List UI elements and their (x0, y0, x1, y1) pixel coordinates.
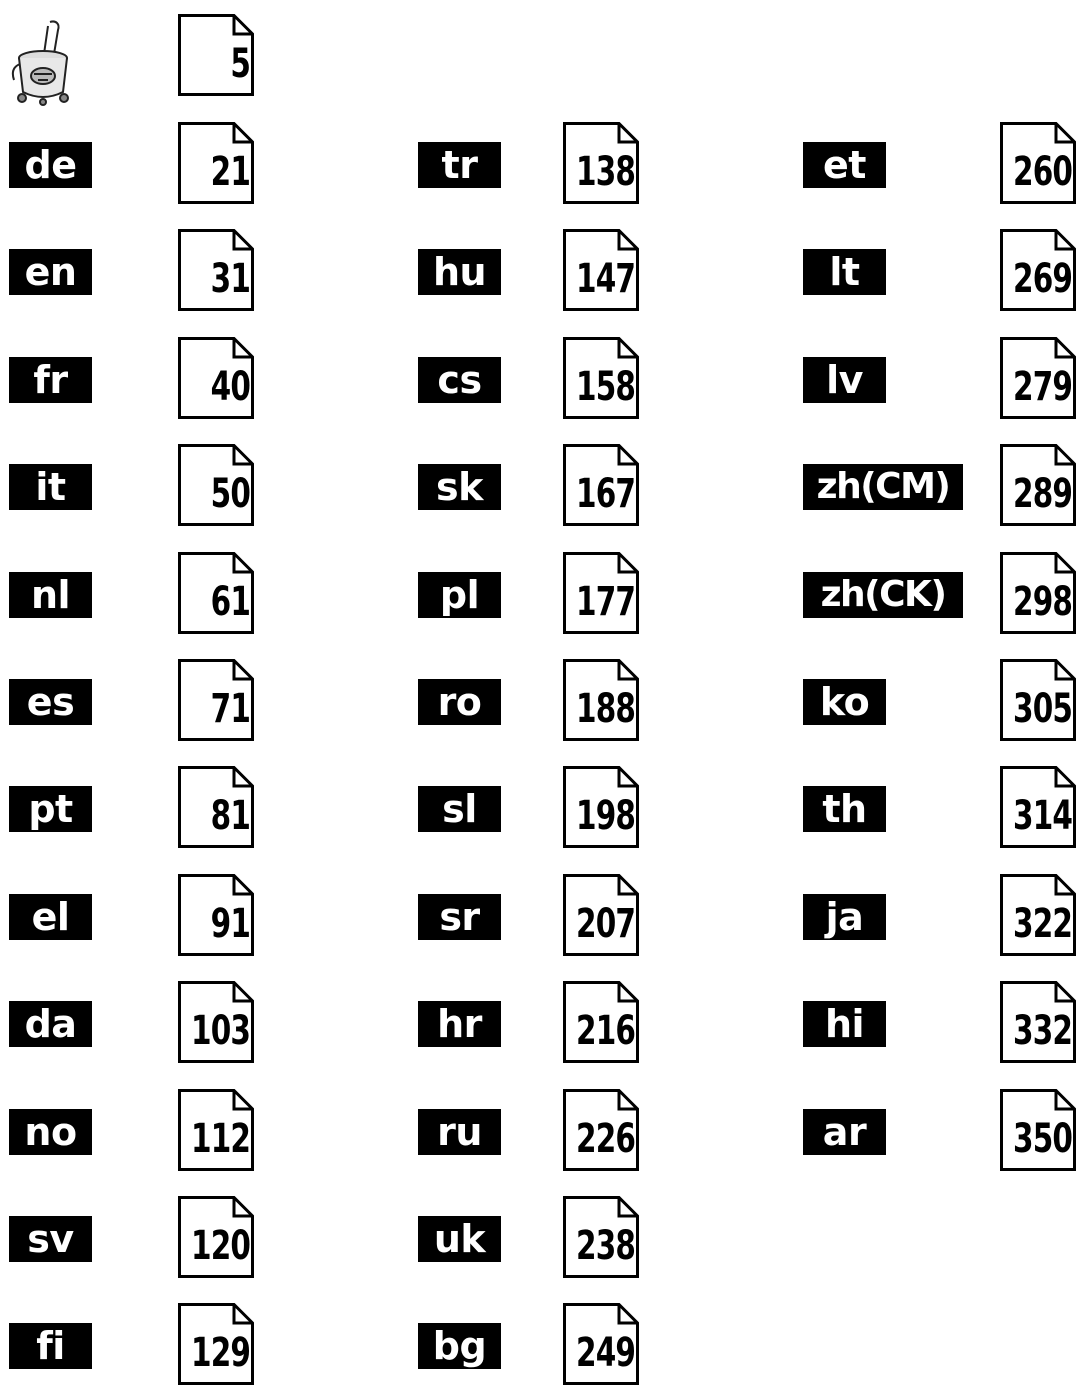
language-code-hu[interactable]: hu (418, 249, 501, 295)
page-reference[interactable] (563, 1196, 639, 1278)
page-reference[interactable] (178, 659, 254, 741)
language-code-it[interactable]: it (9, 464, 92, 510)
page-reference[interactable] (1000, 766, 1076, 848)
page-reference[interactable] (178, 229, 254, 311)
language-code-tr[interactable]: tr (418, 142, 501, 188)
page-reference[interactable] (563, 766, 639, 848)
page-number: 177 (575, 579, 635, 625)
page-reference[interactable] (563, 981, 639, 1063)
page-reference[interactable] (178, 122, 254, 204)
language-code-et[interactable]: et (803, 142, 886, 188)
language-code-sv[interactable]: sv (9, 1216, 92, 1262)
page-reference[interactable] (563, 1089, 639, 1171)
language-code-no[interactable]: no (9, 1109, 92, 1155)
language-code-de[interactable]: de (9, 142, 92, 188)
language-code-nl[interactable]: nl (9, 572, 92, 618)
language-code-sk[interactable]: sk (418, 464, 501, 510)
page-number: 198 (575, 793, 635, 839)
page-reference[interactable] (563, 1303, 639, 1385)
vacuum-cleaner-icon (10, 18, 76, 106)
page-number: 332 (1012, 1008, 1072, 1054)
language-code-sr[interactable]: sr (418, 894, 501, 940)
page-reference[interactable] (563, 122, 639, 204)
page-number: 207 (575, 901, 635, 947)
page-reference[interactable] (1000, 122, 1076, 204)
page-number: 40 (210, 364, 250, 410)
page-number: 305 (1012, 686, 1072, 732)
page-number: 91 (210, 901, 250, 947)
page-number: 81 (210, 793, 250, 839)
language-code-fi[interactable]: fi (9, 1323, 92, 1369)
language-code-zhck[interactable]: zh(CK) (803, 572, 963, 618)
language-code-uk[interactable]: uk (418, 1216, 501, 1262)
page-number: 314 (1012, 793, 1072, 839)
language-code-en[interactable]: en (9, 249, 92, 295)
page-number: 5 (230, 41, 250, 87)
page-number: 129 (190, 1330, 250, 1376)
page-reference[interactable] (1000, 444, 1076, 526)
language-code-ru[interactable]: ru (418, 1109, 501, 1155)
language-code-ar[interactable]: ar (803, 1109, 886, 1155)
page-reference[interactable] (178, 766, 254, 848)
page-reference[interactable] (1000, 1089, 1076, 1171)
page-number: 322 (1012, 901, 1072, 947)
language-code-bg[interactable]: bg (418, 1323, 501, 1369)
language-code-ko[interactable]: ko (803, 679, 886, 725)
page-number: 138 (575, 149, 635, 195)
page-reference[interactable] (178, 14, 254, 96)
language-code-pt[interactable]: pt (9, 786, 92, 832)
page-reference[interactable] (1000, 552, 1076, 634)
page-reference[interactable] (178, 981, 254, 1063)
page-number: 350 (1012, 1116, 1072, 1162)
page-reference[interactable] (563, 444, 639, 526)
page-number: 167 (575, 471, 635, 517)
page-number: 279 (1012, 364, 1072, 410)
page-number: 298 (1012, 579, 1072, 625)
language-code-el[interactable]: el (9, 894, 92, 940)
page-reference[interactable] (1000, 874, 1076, 956)
language-code-th[interactable]: th (803, 786, 886, 832)
language-code-da[interactable]: da (9, 1001, 92, 1047)
page-number: 147 (575, 256, 635, 302)
page-reference[interactable] (1000, 229, 1076, 311)
page-reference[interactable] (178, 1303, 254, 1385)
page-reference[interactable] (178, 874, 254, 956)
page-number: 21 (210, 149, 250, 195)
language-code-es[interactable]: es (9, 679, 92, 725)
page-number: 61 (210, 579, 250, 625)
page-number: 226 (575, 1116, 635, 1162)
page-reference[interactable] (563, 337, 639, 419)
page-reference[interactable] (178, 1196, 254, 1278)
page-reference[interactable] (563, 552, 639, 634)
language-code-cs[interactable]: cs (418, 357, 501, 403)
page-number: 260 (1012, 149, 1072, 195)
language-code-ro[interactable]: ro (418, 679, 501, 725)
page-number: 188 (575, 686, 635, 732)
page-reference[interactable] (563, 229, 639, 311)
language-code-fr[interactable]: fr (9, 357, 92, 403)
page-reference[interactable] (178, 444, 254, 526)
page-reference[interactable] (1000, 659, 1076, 741)
page-reference[interactable] (563, 659, 639, 741)
page-number: 31 (210, 256, 250, 302)
page-number: 216 (575, 1008, 635, 1054)
page-number: 269 (1012, 256, 1072, 302)
language-code-sl[interactable]: sl (418, 786, 501, 832)
language-code-ja[interactable]: ja (803, 894, 886, 940)
page-number: 103 (190, 1008, 250, 1054)
language-code-pl[interactable]: pl (418, 572, 501, 618)
language-code-lt[interactable]: lt (803, 249, 886, 295)
language-code-hr[interactable]: hr (418, 1001, 501, 1047)
page-reference[interactable] (1000, 981, 1076, 1063)
page-number: 120 (190, 1223, 250, 1269)
page-number: 289 (1012, 471, 1072, 517)
page-number: 249 (575, 1330, 635, 1376)
language-code-lv[interactable]: lv (803, 357, 886, 403)
language-code-hi[interactable]: hi (803, 1001, 886, 1047)
page-reference[interactable] (178, 1089, 254, 1171)
language-code-zhcm[interactable]: zh(CM) (803, 464, 963, 510)
page-reference[interactable] (1000, 337, 1076, 419)
page-reference[interactable] (563, 874, 639, 956)
page-reference[interactable] (178, 337, 254, 419)
page-number: 50 (210, 471, 250, 517)
page-number: 71 (210, 686, 250, 732)
page-number: 238 (575, 1223, 635, 1269)
page-reference[interactable] (178, 552, 254, 634)
page-number: 158 (575, 364, 635, 410)
page-number: 112 (190, 1116, 250, 1162)
